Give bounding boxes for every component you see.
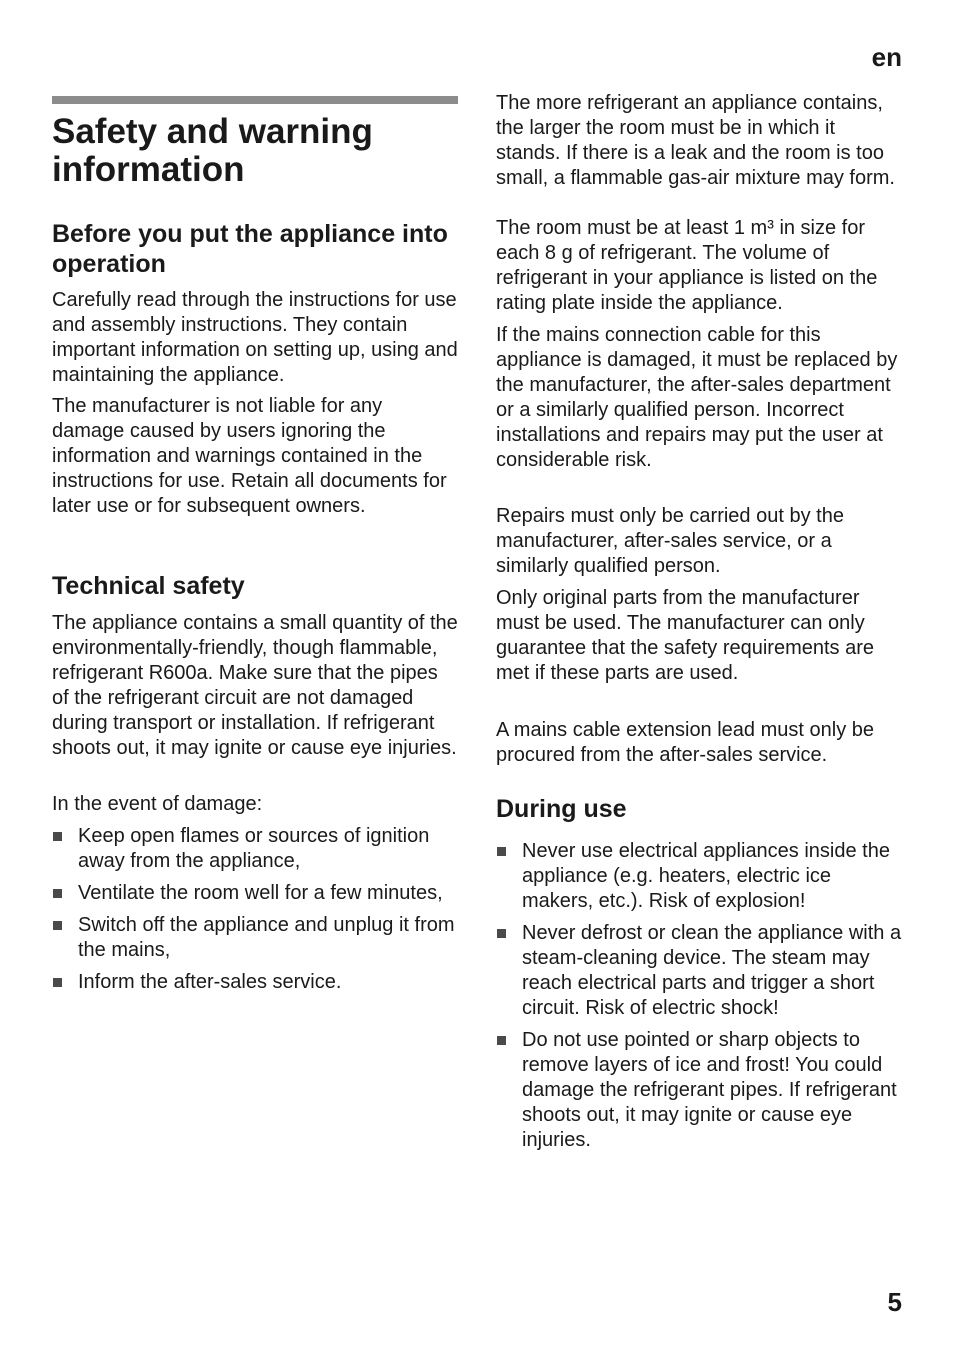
square-bullet-icon: [53, 832, 62, 841]
square-bullet-icon: [497, 847, 506, 856]
damage-steps-list: [52, 824, 459, 995]
paragraph-mains-cable: If the mains connection cable for this appliance is damaged, it must be replaced by the manufacturer, the after-sales department or a similarly qualified person. Incorrect installations and repairs may put the user at considerable risk.: [496, 324, 898, 471]
paragraph-read-instructions: Carefully read through the instructions for use and assembly instructions. They contain important information on setting up, using and maintaining the appliance.: [52, 289, 458, 386]
title-rule: [52, 96, 458, 104]
section-heading-technical-safety: Technical safety: [52, 572, 245, 600]
during-use-list: [496, 839, 902, 1153]
square-bullet-icon: [497, 929, 506, 938]
paragraph-extension-lead: A mains cable extension lead must only be procured from the after-sales service.: [496, 719, 874, 766]
list-item: Switch off the appliance and unplug it from the mains,: [52, 913, 459, 963]
square-bullet-icon: [53, 978, 62, 987]
paragraph-room-volume: The room must be at least 1 m³ in size for each 8 g of refrigerant. The volume of refrigerant in your appliance is listed on the rating plate inside the appliance.: [496, 217, 878, 314]
paragraph-refrigerant: The appliance contains a small quantity of the environmentally-friendly, though flammable, refrigerant R600a. Make sure that the pipes of the refrigerant circuit are not damaged during transport or installation. If refrigerant shoots out, it may ignite or cause eye injuries.: [52, 612, 458, 759]
list-item: Keep open flames or sources of ignition away from the appliance,: [52, 824, 459, 874]
page-number: 5: [887, 1287, 902, 1317]
list-item: Never defrost or clean the appliance with a steam-cleaning device. The steam may reach electrical parts and trigger a short circuit. Risk of electric shock!: [496, 921, 902, 1021]
square-bullet-icon: [53, 889, 62, 898]
paragraph-original-parts: Only original parts from the manufacturer must be used. The manufacturer can only guarantee that the safety requirements are met if these parts are used.: [496, 587, 875, 684]
paragraph-room-size: The more refrigerant an appliance contains, the larger the room must be in which it stands. If there is a leak and the room is too small, a flammable gas-air mixture may form.: [496, 92, 895, 189]
square-bullet-icon: [53, 921, 62, 930]
list-item: Ventilate the room well for a few minutes,: [52, 881, 459, 906]
square-bullet-icon: [497, 1036, 506, 1045]
section-heading-before-operation: Before you put the appliance into operation: [52, 220, 448, 278]
list-item: Inform the after-sales service.: [52, 970, 459, 995]
page-title: Safety and warning information: [52, 112, 373, 189]
list-item: Do not use pointed or sharp objects to remove layers of ice and frost! You could damage the refrigerant pipes. If refrigerant shoots out, it may ignite or cause eye injuries.: [496, 1028, 902, 1153]
paragraph-repairs: Repairs must only be carried out by the manufacturer, after-sales service, or a similarly qualified person.: [496, 505, 844, 577]
paragraph-event-of-damage: In the event of damage:: [52, 793, 263, 815]
language-label: en: [871, 42, 902, 72]
list-item: Never use electrical appliances inside the appliance (e.g. heaters, electric ice makers, etc.). Risk of explosion!: [496, 839, 902, 914]
section-heading-during-use: During use: [496, 795, 627, 823]
paragraph-manufacturer-liability: The manufacturer is not liable for any damage caused by users ignoring the information and warnings contained in the instructions for use. Retain all documents for later use or for subsequent owners.: [52, 395, 447, 517]
